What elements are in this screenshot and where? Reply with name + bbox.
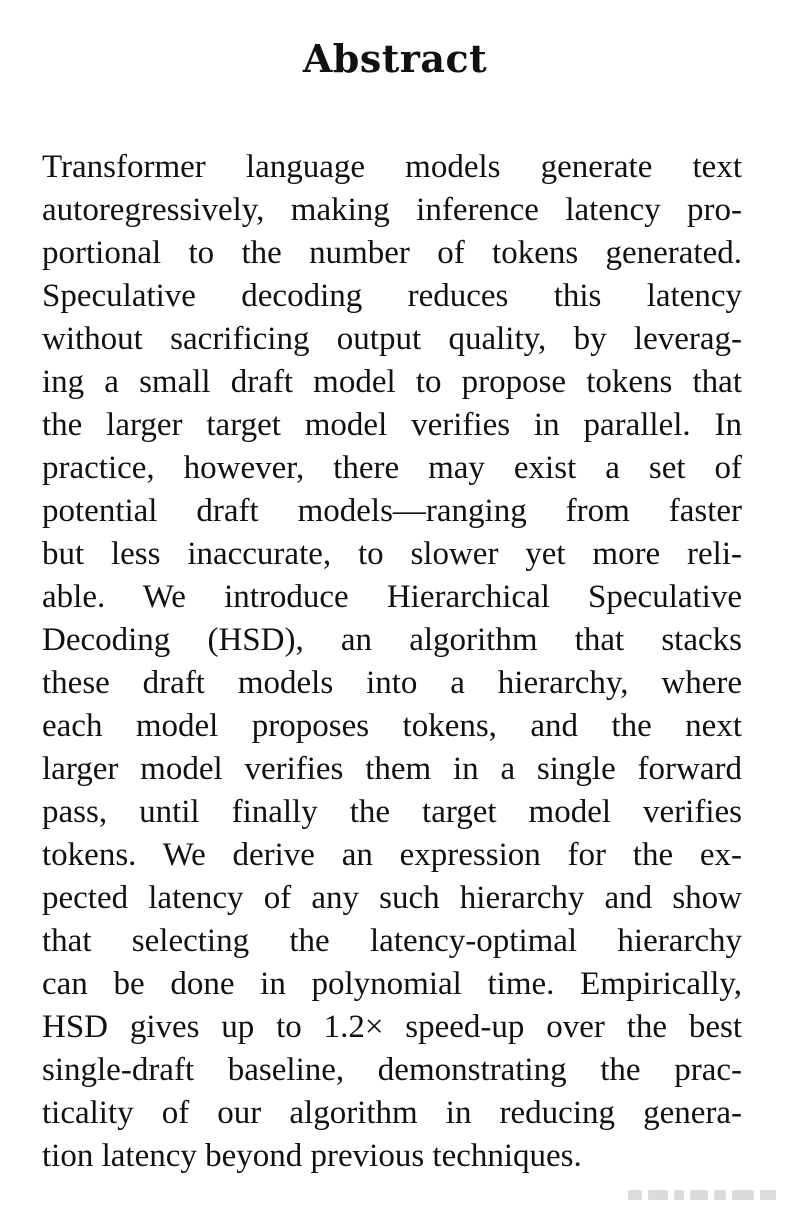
abstract-line: autoregressively, making inference latency pro- bbox=[42, 192, 742, 228]
abstract-line: these draft models into a hierarchy, where bbox=[42, 665, 742, 701]
abstract-line: Transformer language models generate text bbox=[42, 149, 742, 185]
abstract-line: tion latency beyond previous techniques. bbox=[42, 1138, 582, 1174]
abstract-line: portional to the number of tokens generated. bbox=[42, 235, 742, 271]
abstract-line: Decoding (HSD), an algorithm that stacks bbox=[42, 622, 742, 658]
abstract-line: potential draft models—ranging from faster bbox=[42, 493, 742, 529]
abstract-line: can be done in polynomial time. Empirically, bbox=[42, 966, 742, 1002]
abstract-title: Abstract bbox=[302, 36, 488, 81]
abstract-line: ing a small draft model to propose tokens that bbox=[42, 364, 742, 400]
abstract-line: single-draft baseline, demonstrating the prac- bbox=[42, 1052, 742, 1088]
abstract-line: each model proposes tokens, and the next bbox=[42, 708, 742, 744]
abstract-line: without sacrificing output quality, by leverag- bbox=[42, 321, 742, 357]
abstract-line: that selecting the latency-optimal hierarchy bbox=[42, 923, 742, 959]
abstract-line: pected latency of any such hierarchy and show bbox=[42, 880, 742, 916]
watermark-logo bbox=[606, 1188, 776, 1202]
abstract-line: tokens. We derive an expression for the ex- bbox=[42, 837, 742, 873]
abstract-line: ticality of our algorithm in reducing genera- bbox=[42, 1095, 742, 1131]
abstract-line: able. We introduce Hierarchical Speculative bbox=[42, 579, 742, 615]
abstract-body bbox=[42, 146, 742, 1178]
abstract-line: the larger target model verifies in parallel. In bbox=[42, 407, 742, 443]
abstract-line: practice, however, there may exist a set of bbox=[42, 450, 742, 486]
abstract-line: but less inaccurate, to slower yet more reli- bbox=[42, 536, 742, 572]
abstract-line: larger model verifies them in a single forward bbox=[42, 751, 742, 787]
abstract-line: Speculative decoding reduces this latency bbox=[42, 278, 742, 314]
abstract-line: pass, until finally the target model verifies bbox=[42, 794, 742, 830]
abstract-line: HSD gives up to 1.2× speed-up over the best bbox=[42, 1009, 742, 1045]
